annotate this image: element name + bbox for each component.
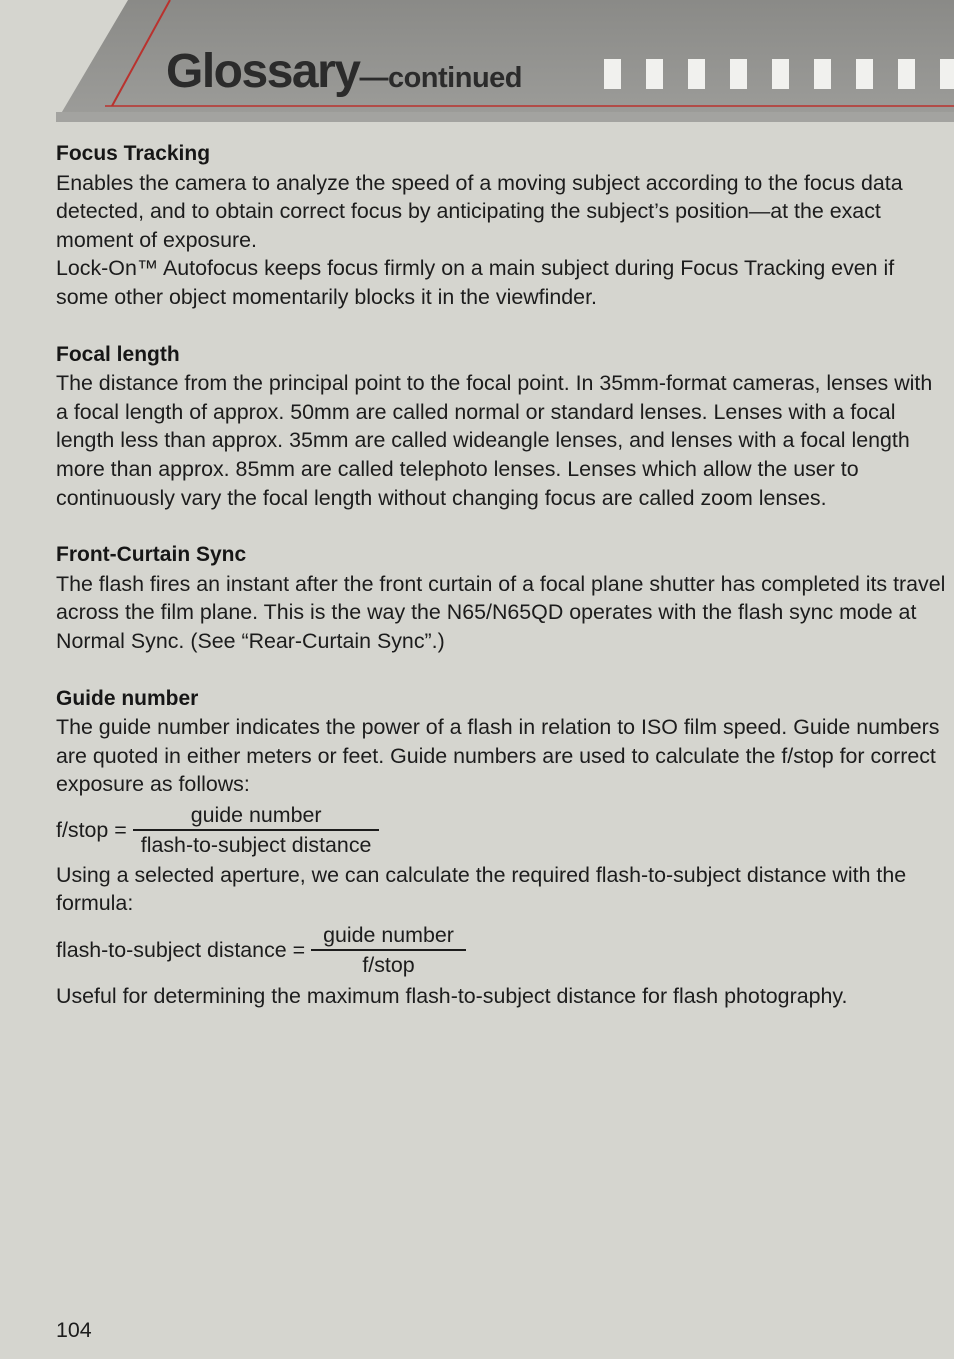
entry-focal-length — [56, 341, 948, 513]
page-number: 104 — [56, 1318, 92, 1342]
header-block — [772, 59, 789, 89]
formula-lhs: flash-to-subject distance = — [56, 937, 306, 962]
header-block — [814, 59, 831, 89]
formula-numerator: guide number — [190, 803, 322, 828]
header-block — [898, 59, 915, 89]
page-title — [166, 44, 522, 99]
entry-focus-tracking — [56, 140, 948, 312]
header-blocks — [604, 59, 954, 89]
header-block — [646, 59, 663, 89]
formula-denominator: f/stop — [362, 952, 415, 977]
formula-numerator: guide number — [323, 923, 454, 948]
definition-text: The guide number indicates the power of a flash in relation to ISO film speed. Guide numbers are quoted in either meters or feet. Guide numbers are used to calculate the f/stop for correct exposure as follows: — [56, 715, 940, 797]
formula-fraction — [311, 921, 466, 979]
entry-guide-number — [56, 685, 948, 1011]
definition-text: Useful for determining the maximum flash-to-subject distance for flash photography. — [56, 984, 848, 1009]
formula-fraction — [133, 801, 380, 859]
term-heading: Focal length — [56, 342, 180, 366]
term-heading: Focus Tracking — [56, 142, 211, 165]
term-heading: Guide number — [56, 686, 199, 710]
formula-denominator: flash-to-subject distance — [140, 832, 372, 857]
definition-text: Lock-On™ Autofocus keeps focus firmly on a main subject during Focus Tracking even if some other object momentarily blocks it in the viewfinder. — [56, 256, 895, 309]
title-main: Glossary — [166, 45, 360, 98]
formula-lhs: f/stop = — [56, 817, 127, 842]
definition-text: Enables the camera to analyze the speed of a moving subject according to the focus data detected, and to obtain correct focus by anticipating the subject’s position—at the exact moment of exposure. — [56, 170, 903, 252]
header-band — [0, 0, 954, 122]
definition-text: Using a selected aperture, we can calculate the required flash-to-subject distance with the formula: — [56, 862, 907, 916]
header-lower-strip — [56, 112, 954, 122]
glossary-content — [56, 140, 948, 1040]
header-block — [856, 59, 873, 89]
title-continued: —continued — [359, 62, 522, 94]
formula-distance — [56, 918, 948, 982]
definition-text: The flash fires an instant after the front curtain of a focal plane shutter has completed its travel across the film plane. This is the way the N65/N65QD operates with the flash sync mode at Normal Sync. (See “Rear-Curtain Sync”.) — [56, 571, 946, 653]
entry-front-curtain-sync — [56, 541, 948, 655]
header-block — [940, 59, 954, 89]
term-heading: Front-Curtain Sync — [56, 543, 247, 567]
header-block — [604, 59, 621, 89]
header-block — [688, 59, 705, 89]
definition-text: The distance from the principal point to the focal point. In 35mm-format cameras, lenses with a focal length of approx. 50mm are called normal or standard lenses. Lenses with a focal length less than approx. 35mm are called wideangle lenses, and lenses with a focal length more than approx. 85mm are called telephoto lenses. Lenses which allow the user to continuously vary the focal length without changing focus are called zoom lenses. — [56, 371, 933, 510]
header-block — [730, 59, 747, 89]
formula-fstop — [56, 799, 948, 861]
